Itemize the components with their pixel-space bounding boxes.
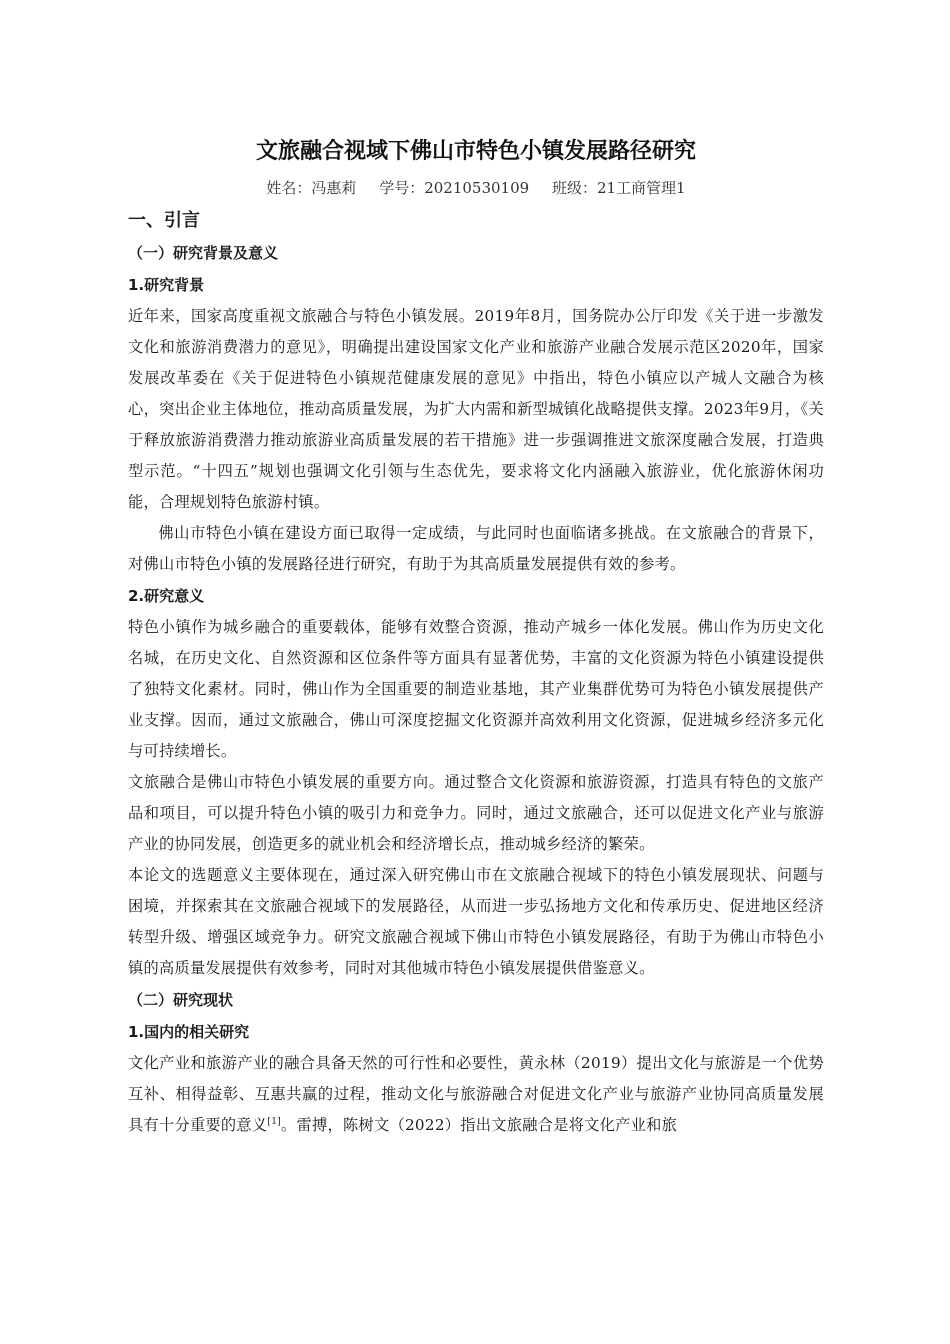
author-info xyxy=(128,175,824,201)
paragraph: 佛山市特色小镇在建设方面已取得一定成绩，与此同时也面临诸多挑战。在文旅融合的背景下，对佛山市特色小镇的发展路径进行研究，有助于为其高质量发展提供有效的参考。 xyxy=(128,524,824,573)
paragraph-text: 文化产业和旅游产业的融合具备天然的可行性和必要性，黄永林（2019）提出文化与旅游是一个优势互补、相得益彰、互惠共赢的过程，推动文化与旅游融合对促进文化产业与旅游产业协同高质量发展具有十分重要的意义 xyxy=(128,1054,824,1134)
heading-research-background: 1.研究背景 xyxy=(128,276,205,294)
paragraph: 特色小镇作为城乡融合的重要载体，能够有效整合资源，推动产城乡一体化发展。佛山作为历史文化名城，在历史文化、自然资源和区位条件等方面具有显著优势，丰富的文化资源为特色小镇建设提供了独特文化素材。同时，佛山作为全国重要的制造业基地，其产业集群优势可为特色小镇发展提供产业支撑。因而，通过文旅融合，佛山可深度挖掘文化资源并高效利用文化资源，促进城乡经济多元化与可持续增长。 xyxy=(128,618,824,760)
heading-research-significance: 2.研究意义 xyxy=(128,587,205,605)
page-title: 文旅融合视域下佛山市特色小镇发展路径研究 xyxy=(255,139,696,164)
paragraph xyxy=(128,1048,824,1141)
document-page xyxy=(128,132,824,1141)
heading-domestic-research: 1.国内的相关研究 xyxy=(128,1023,250,1041)
subsection-heading-background-significance: （一）研究背景及意义 xyxy=(128,244,279,262)
paragraph: 文旅融合是佛山市特色小镇发展的重要方向。通过整合文化资源和旅游资源，打造具有特色的文旅产品和项目，可以提升特色小镇的吸引力和竞争力。同时，通过文旅融合，还可以促进文化产业与旅游产业的协同发展，创造更多的就业机会和经济增长点，推动城乡经济的繁荣。 xyxy=(128,773,824,853)
paragraph: 近年来，国家高度重视文旅融合与特色小镇发展。2019年8月，国务院办公厅印发《关于进一步激发文化和旅游消费潜力的意见》，明确提出建设国家文化产业和旅游产业融合发展示范区2020年，国家发展改革委在《关于促进特色小镇规范健康发展的意见》中指出，特色小镇应以产城人文融合为核心，突出企业主体地位，推动高质量发展，为扩大内需和新型城镇化战略提供支撑。2023年9月，《关于释放旅游消费潜力推动旅游业高质量发展的若干措施》进一步强调推进文旅深度融合发展，打造典型示范。“十四五”规划也强调文化引领与生态优先，要求将文化内涵融入旅游业，优化旅游休闲功能，合理规划特色旅游村镇。 xyxy=(128,307,824,511)
class-info: 班级：21工商管理1 xyxy=(551,179,686,197)
paragraph: 本论文的选题意义主要体现在，通过深入研究佛山市在文旅融合视域下的特色小镇发展现状、问题与困境，并探索其在文旅融合视域下的发展路径，从而进一步弘扬地方文化和传承历史、促进地区经济转型升级、增强区域竞争力。研究文旅融合视域下佛山市特色小镇发展路径，有助于为佛山市特色小镇的高质量发展提供有效参考，同时对其他城市特色小镇发展提供借鉴意义。 xyxy=(128,866,824,977)
citation-ref[interactable]: [1] xyxy=(267,1116,282,1127)
student-id: 学号：20210530109 xyxy=(379,179,530,197)
paragraph-text: 。雷搏，陈树文（2022）指出文旅融合是将文化产业和旅 xyxy=(281,1116,678,1134)
section-heading-introduction: 一、引言 xyxy=(128,210,200,231)
author-name: 姓名：冯惠莉 xyxy=(266,179,357,197)
subsection-heading-research-status: （二）研究现状 xyxy=(128,991,234,1009)
